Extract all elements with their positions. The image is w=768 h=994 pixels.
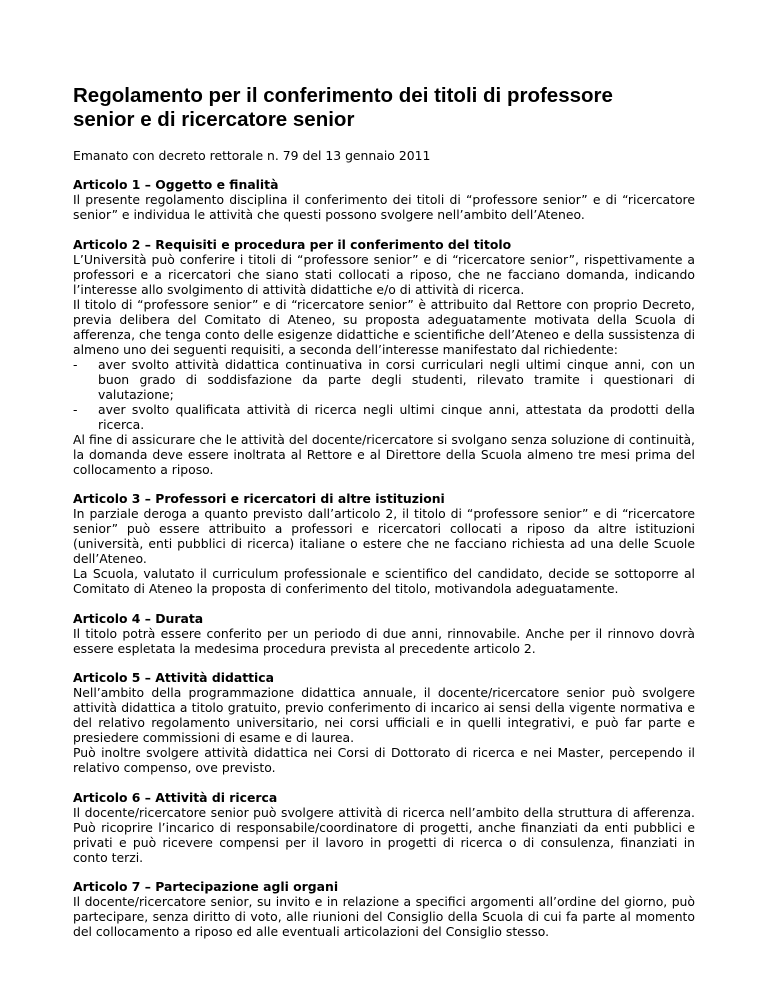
article-paragraph: Può inoltre svolgere attività didattica nei Corsi di Dottorato di ricerca e nei Master, percependo il relativo compenso, ove previsto. <box>73 745 695 775</box>
list-item <box>73 357 695 402</box>
article-paragraph: Il presente regolamento disciplina il conferimento dei titoli di “professore senior” e di “ricercatore senior” e individua le attività che questi possono svolgere nell’ambito dell’Ateneo. <box>73 192 695 222</box>
article-heading: Articolo 4 – Durata <box>73 610 204 626</box>
article-paragraph: L’Università può conferire i titoli di “professore senior” e di “ricercatore senior”, rispettivamente a professori e a ricercatori che siano stati collocati a riposo, che ne facciano domanda, indicando l’interesse allo svolgimento di attività didattiche e/o di attività di ricerca. <box>73 251 695 297</box>
document-title-line-1: Regolamento per il conferimento dei titoli di professore <box>73 84 613 107</box>
article-paragraph: Al fine di assicurare che le attività del docente/ricercatore si svolgano senza soluzione di continuità, la domanda deve essere inoltrata al Rettore e al Direttore della Scuola almeno tre mesi prima del collocamento a riposo. <box>73 431 695 477</box>
bullet-dash: - <box>73 356 78 372</box>
article-2 <box>73 237 695 477</box>
article-1 <box>73 177 695 222</box>
article-heading: Articolo 5 – Attività didattica <box>73 670 274 685</box>
article-paragraph: Il titolo potrà essere conferito per un periodo di due anni, rinnovabile. Anche per il rinnovo dovrà essere espletata la medesima procedura prevista al precedente articolo 2. <box>73 625 695 656</box>
article-7 <box>73 879 695 939</box>
article-5 <box>73 670 695 775</box>
article-paragraph: Il titolo di “professore senior” e di “ricercatore senior” è attribuito dal Rettore con proprio Decreto, previa delibera del Comitato di Ateneo, su proposta adeguatamente motivata della Scuola di afferenza, che tenga conto delle esigenze didattiche e scientifiche dell’Ateneo e della sussistenza di almeno uno dei seguenti requisiti, a seconda dell’interesse manifestato dal richiedente: <box>73 296 696 357</box>
article-heading: Articolo 6 – Attività di ricerca <box>73 789 278 805</box>
article-paragraph: Il docente/ricercatore senior può svolgere attività di ricerca nell’ambito della struttura di afferenza. Può ricoprire l’incarico di responsabile/coordinatore di progetti, anche finanziati da enti pubblici e privati e può ricevere compensi per il lavoro in progetti di ricerca o di consulenza, finanziati in conto terzi. <box>73 804 695 865</box>
article-3 <box>73 491 695 596</box>
article-6 <box>73 790 695 865</box>
article-heading: Articolo 3 – Professori e ricercatori di altre istituzioni <box>73 491 445 506</box>
document-title-line-2: senior e di ricercatore senior <box>73 108 355 131</box>
list-item <box>73 402 695 432</box>
article-heading: Articolo 7 – Partecipazione agli organi <box>73 879 339 894</box>
list-item-text: aver svolto qualificata attività di ricerca negli ultimi cinque anni, attestata da prodotti della ricerca. <box>98 401 695 432</box>
article-heading: Articolo 1 – Oggetto e finalità <box>73 177 279 192</box>
article-paragraph: Nell’ambito della programmazione didattica annuale, il docente/ricercatore senior può svolgere attività didattica a titolo gratuito, previo conferimento di incarico ai sensi della vigente normativa e del relativo regolamento universitario, nei corsi ufficiali e in quelli integrativi, e può far parte e presiedere commissioni di esame e di laurea. <box>73 685 695 745</box>
article-heading: Articolo 2 – Requisiti e procedura per il conferimento del titolo <box>73 236 512 252</box>
article-4 <box>73 611 695 656</box>
document-title <box>73 84 695 132</box>
article-paragraph: La Scuola, valutato il curriculum professionale e scientifico del candidato, decide se sottoporre al Comitato di Ateneo la proposta di conferimento del titolo, motivandola adeguatamente. <box>73 566 695 596</box>
requirements-list <box>73 357 695 432</box>
list-item-text: aver svolto attività didattica continuativa in corsi curriculari negli ultimi cinque anni, con un buon grado di soddisfazione da parte degli studenti, rilevato tramite i questionari di valutazione; <box>98 356 695 402</box>
article-paragraph: In parziale deroga a quanto previsto dall’articolo 2, il titolo di “professore senior” e di “ricercatore senior” può essere attribuito a professori e ricercatori collocati a riposo da altre istituzioni (università, enti pubblici di ricerca) italiane o estere che ne facciano richiesta ad una delle Scuole dell’Ateneo. <box>73 506 695 566</box>
bullet-dash: - <box>73 401 78 417</box>
decree-subtitle: Emanato con decreto rettorale n. 79 del 13 gennaio 2011 <box>73 148 431 163</box>
article-paragraph: Il docente/ricercatore senior, su invito e in relazione a specifici argomenti all’ordine del giorno, può partecipare, senza diritto di voto, alle riunioni del Consiglio della Scuola di cui fa parte al momento del collocamento a riposo ed alle eventuali articolazioni del Consiglio stesso. <box>73 894 695 939</box>
